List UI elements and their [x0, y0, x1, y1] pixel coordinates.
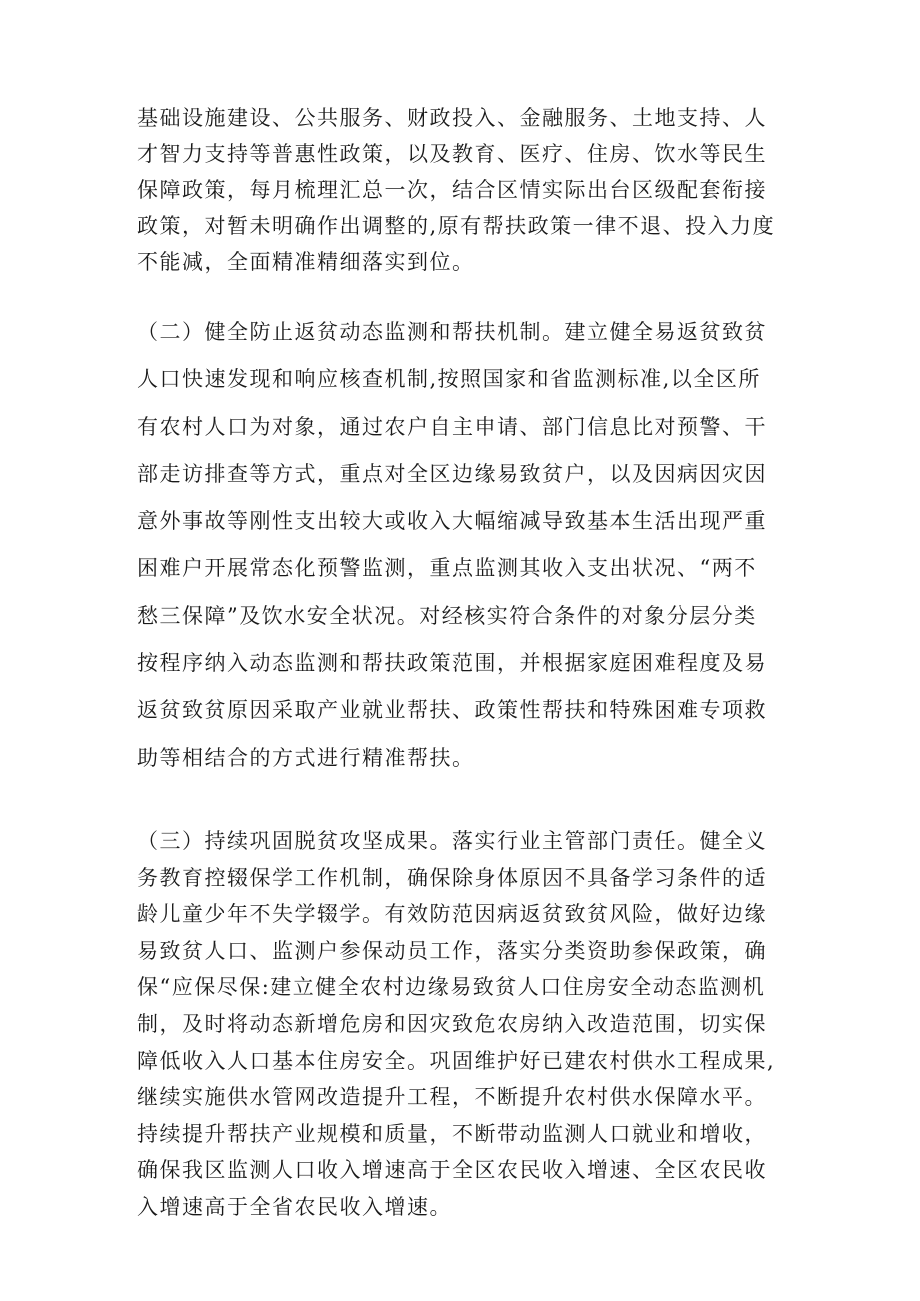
- text-line: （三）持续巩固脱贫攻坚成果。落实行业主管部门责任。健全义: [137, 829, 767, 853]
- text-line: 务教育控辍保学工作机制，确保除身体原因不具备学习条件的适: [137, 865, 767, 890]
- text-line: 困难户开展常态化预警监测，重点监测其收入支出状况、“两不: [137, 556, 757, 581]
- text-line: 有农村人口为对象，通过农户自主申请、部门信息比对预警、干: [137, 414, 767, 439]
- text-line: 人口快速发现和响应核查机制,按照国家和省监测标准,以全区所: [137, 367, 761, 392]
- text-line: 才智力支持等普惠性政策，以及教育、医疗、住房、饮水等民生: [137, 142, 767, 166]
- text-line: 愁三保障”及饮水安全状况。对经核实符合条件的对象分层分类: [137, 603, 757, 628]
- text-line: 按程序纳入动态监测和帮扶政策范围，并根据家庭困难程度及易: [137, 651, 767, 676]
- text-line: 不能减，全面精准精细落实到位。: [137, 250, 475, 274]
- text-line: 保障政策，每月梳理汇总一次，结合区情实际出台区级配套衔接: [137, 178, 767, 202]
- text-line: 制，及时将动态新增危房和因灾致危农房纳入改造范围，切实保: [137, 1011, 767, 1036]
- paragraph-consolidate-achievements: [137, 823, 807, 1226]
- text-line: 龄儿童少年不失学辍学。有效防范因病返贫致贫风险，做好边缘: [137, 902, 767, 927]
- text-line: 部走访排查等方式，重点对全区边缘易致贫户，以及因病因灾因: [137, 461, 767, 486]
- text-line: 确保我区监测人口收入增速高于全区农民收入增速、全区农民收: [137, 1158, 767, 1183]
- text-line: 基础设施建设、公共服务、财政投入、金融服务、土地支持、人: [137, 106, 767, 130]
- text-line: 政策，对暂未明确作出调整的,原有帮扶政策一律不退、投入力度: [137, 214, 776, 238]
- text-line: 入增速高于全省农民收入增速。: [137, 1194, 452, 1219]
- text-line: 持续提升帮扶产业规模和质量，不断带动监测人口就业和增收，: [137, 1121, 767, 1146]
- text-line: 返贫致贫原因采取产业就业帮扶、政策性帮扶和特殊困难专项救: [137, 698, 767, 723]
- paragraph-policy-continuity: [137, 100, 807, 280]
- paragraph-monitoring-mechanism: [137, 309, 807, 782]
- text-line: 障低收入人口基本住房安全。巩固维护好已建农村供水工程成果,: [137, 1048, 776, 1073]
- text-line: 意外事故等刚性支出较大或收入大幅缩减导致基本生活出现严重: [137, 509, 767, 534]
- text-line: 易致贫人口、监测户参保动员工作，落实分类资助参保政策，确: [137, 938, 767, 963]
- text-line: （二）健全防止返贫动态监测和帮扶机制。建立健全易返贫致贫: [137, 320, 767, 344]
- text-line: 保“应保尽保:建立健全农村边缘易致贫人口住房安全动态监测机: [137, 975, 766, 1000]
- text-line: 继续实施供水管网改造提升工程，不断提升农村供水保障水平。: [137, 1085, 767, 1110]
- text-line: 助等相结合的方式进行精准帮扶。: [137, 745, 475, 770]
